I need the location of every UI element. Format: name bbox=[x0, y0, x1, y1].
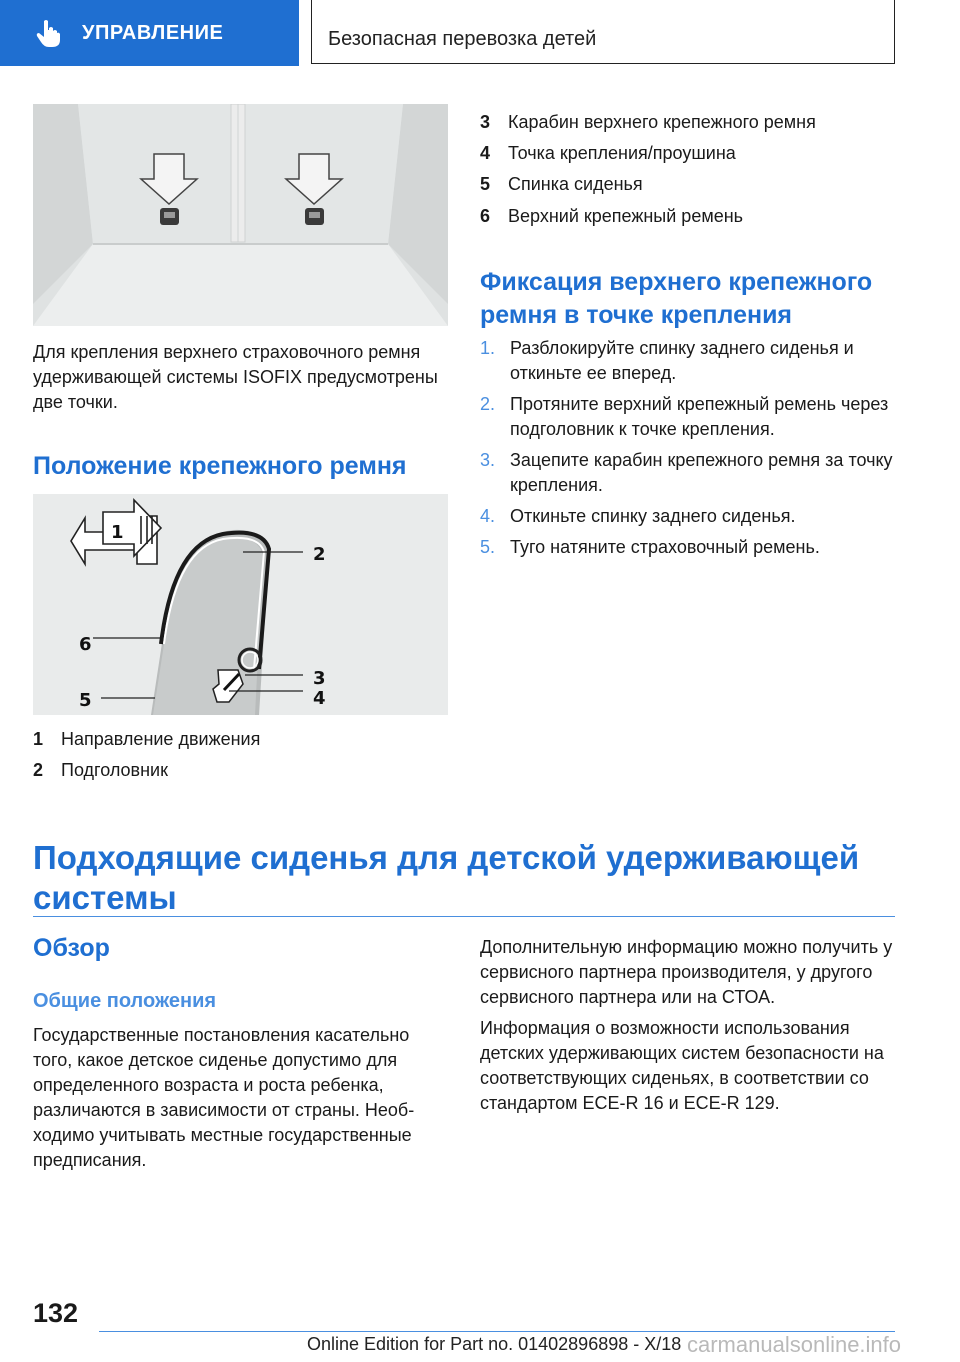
legend-item: 5 Спинка сиденья bbox=[480, 174, 643, 194]
list-item: 4. Откиньте спинку заднего сиденья. bbox=[480, 506, 796, 526]
chapter-header bbox=[311, 0, 895, 64]
callout-1: 1 bbox=[111, 522, 124, 543]
watermark: carmanualsonline.info bbox=[687, 1332, 902, 1357]
hand-pointer-icon bbox=[36, 19, 62, 47]
callout-6: 6 bbox=[79, 634, 92, 655]
chapter-divider bbox=[33, 916, 895, 917]
list-item: 3. Зацепите карабин крепежного ремня за точку крепления. bbox=[480, 450, 893, 495]
legend-item: 3 Карабин верхнего крепежного ремня bbox=[480, 112, 816, 132]
callout-3: 3 bbox=[313, 668, 326, 689]
fix-steps-list bbox=[480, 336, 900, 566]
edition-info: Online Edition for Part no. 01402896898 - X/18 bbox=[307, 1334, 682, 1354]
overview-title: Обзор bbox=[33, 934, 110, 962]
section-tab-label: УПРАВЛЕНИЕ bbox=[82, 21, 224, 44]
strap-position-figure bbox=[33, 494, 448, 715]
legend-item: 4 Точка крепления/проушина bbox=[480, 143, 736, 163]
legend-item: 6 Верхний крепежный ремень bbox=[480, 206, 744, 226]
anchor-points-figure bbox=[33, 104, 448, 326]
section-title-fix: Фиксация верхнего крепежного ремня в точке крепления bbox=[480, 268, 873, 329]
callout-5: 5 bbox=[79, 690, 92, 711]
chapter-title: Безопасная перевозка детей bbox=[328, 28, 597, 50]
callout-4: 4 bbox=[313, 688, 326, 709]
list-item: 5. Туго натяните страховочный ремень. bbox=[480, 537, 820, 557]
callout-2: 2 bbox=[313, 544, 326, 565]
overview-subtitle: Общие положения bbox=[33, 990, 217, 1012]
anchor-points-illustration bbox=[33, 104, 448, 326]
legend-item: 2 Подголовник bbox=[33, 760, 168, 780]
list-item: 2. Протяните верхний крепежный ремень через подголовник к точке крепления. bbox=[480, 394, 889, 439]
overview-paragraph: Государственные постановления касательно того, какое детское сиденье допустимо для определенного возраста и роста ребенка, различаются в зависимости от страны. Необходимо учитывать местные государственные предписания. bbox=[33, 1025, 415, 1170]
chapter-heading: Подходящие сиденья для детской удерживающей системы bbox=[33, 839, 860, 916]
anchor-points-caption: Для крепления верхнего страховочного ремня удерживающей системы ISOFIX предусмотрены две точки. bbox=[33, 342, 438, 412]
section-tab[interactable] bbox=[0, 0, 299, 66]
page-number: 132 bbox=[33, 1298, 79, 1328]
legend-item: 1 Направление движения bbox=[33, 729, 261, 749]
standards-paragraph: Информация о возможности использования детских удерживающих систем безопасности на соответствующих сиденьях, в соответствии со стандартом ECE-R 16 и ECE-R 129. bbox=[480, 1018, 884, 1113]
list-item: 1. Разблокируйте спинку заднего сиденья и откиньте ее вперед. bbox=[480, 338, 854, 383]
strap-position-illustration bbox=[33, 494, 448, 715]
info-paragraph: Дополнительную информацию можно получить у сервисного партнера производителя, у другого сервисного партнера или на СТОА. bbox=[480, 937, 893, 1007]
section-title-position: Положение крепежного ремня bbox=[33, 452, 407, 480]
